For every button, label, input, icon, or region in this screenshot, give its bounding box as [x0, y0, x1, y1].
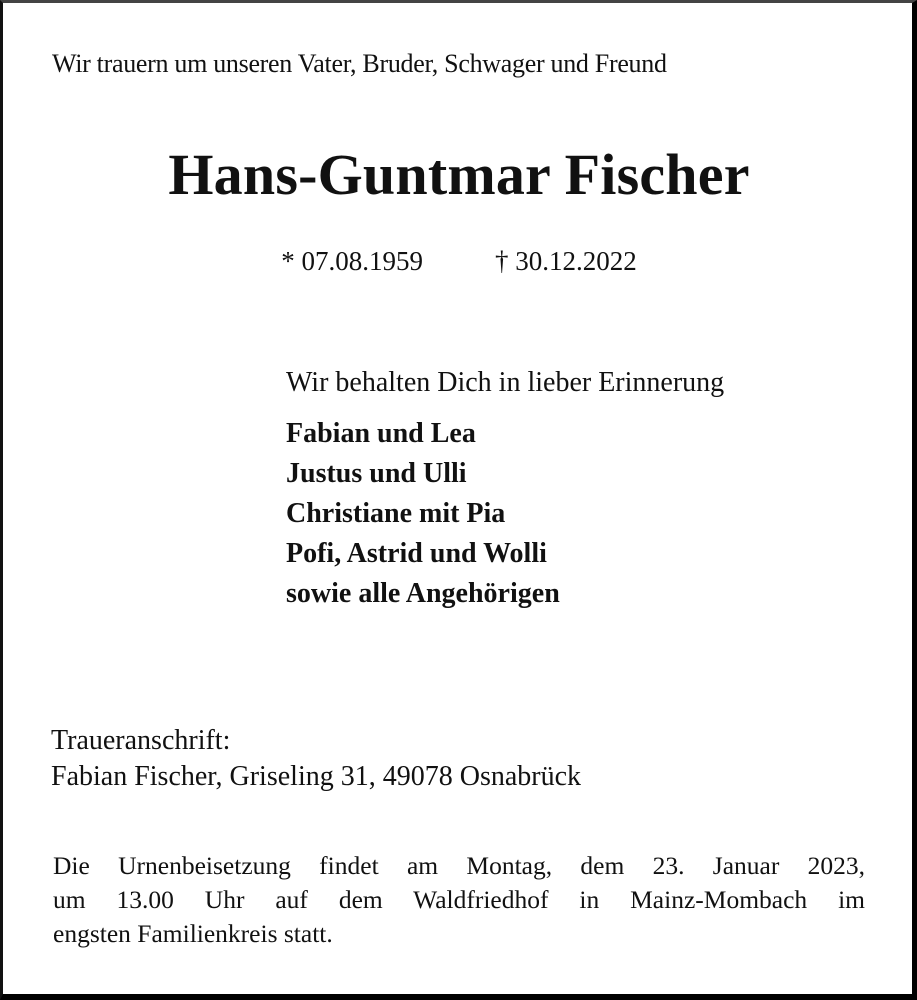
mourners-list	[286, 414, 560, 614]
burial-info	[53, 849, 865, 951]
burial-line: Die Urnenbeisetzung findet am Montag, dem 23. Januar 2023,	[53, 851, 865, 880]
mourner-item: Pofi, Astrid und Wolli	[286, 538, 547, 569]
life-dates	[3, 246, 915, 277]
mourning-address: Fabian Fischer, Griseling 31, 49078 Osnabrück	[51, 761, 582, 792]
intro-text: Wir trauern um unseren Vater, Bruder, Schwager und Freund	[52, 49, 667, 78]
address-label: Traueranschrift:	[51, 725, 231, 756]
remembrance-text: Wir behalten Dich in lieber Erinnerung	[286, 367, 725, 398]
mourner-item: sowie alle Angehörigen	[286, 578, 560, 609]
mourner-item: Christiane mit Pia	[286, 498, 506, 529]
mourner-item: Justus und Ulli	[286, 458, 467, 489]
death-date: † 30.12.2022	[495, 246, 637, 276]
birth-date: * 07.08.1959	[281, 246, 423, 276]
deceased-name: Hans-Guntmar Fischer	[168, 142, 750, 207]
burial-line: engsten Familienkreis statt.	[53, 919, 333, 948]
burial-line: um 13.00 Uhr auf dem Waldfriedhof in Mainz-Mombach im	[53, 885, 865, 914]
mourner-item: Fabian und Lea	[286, 418, 476, 449]
